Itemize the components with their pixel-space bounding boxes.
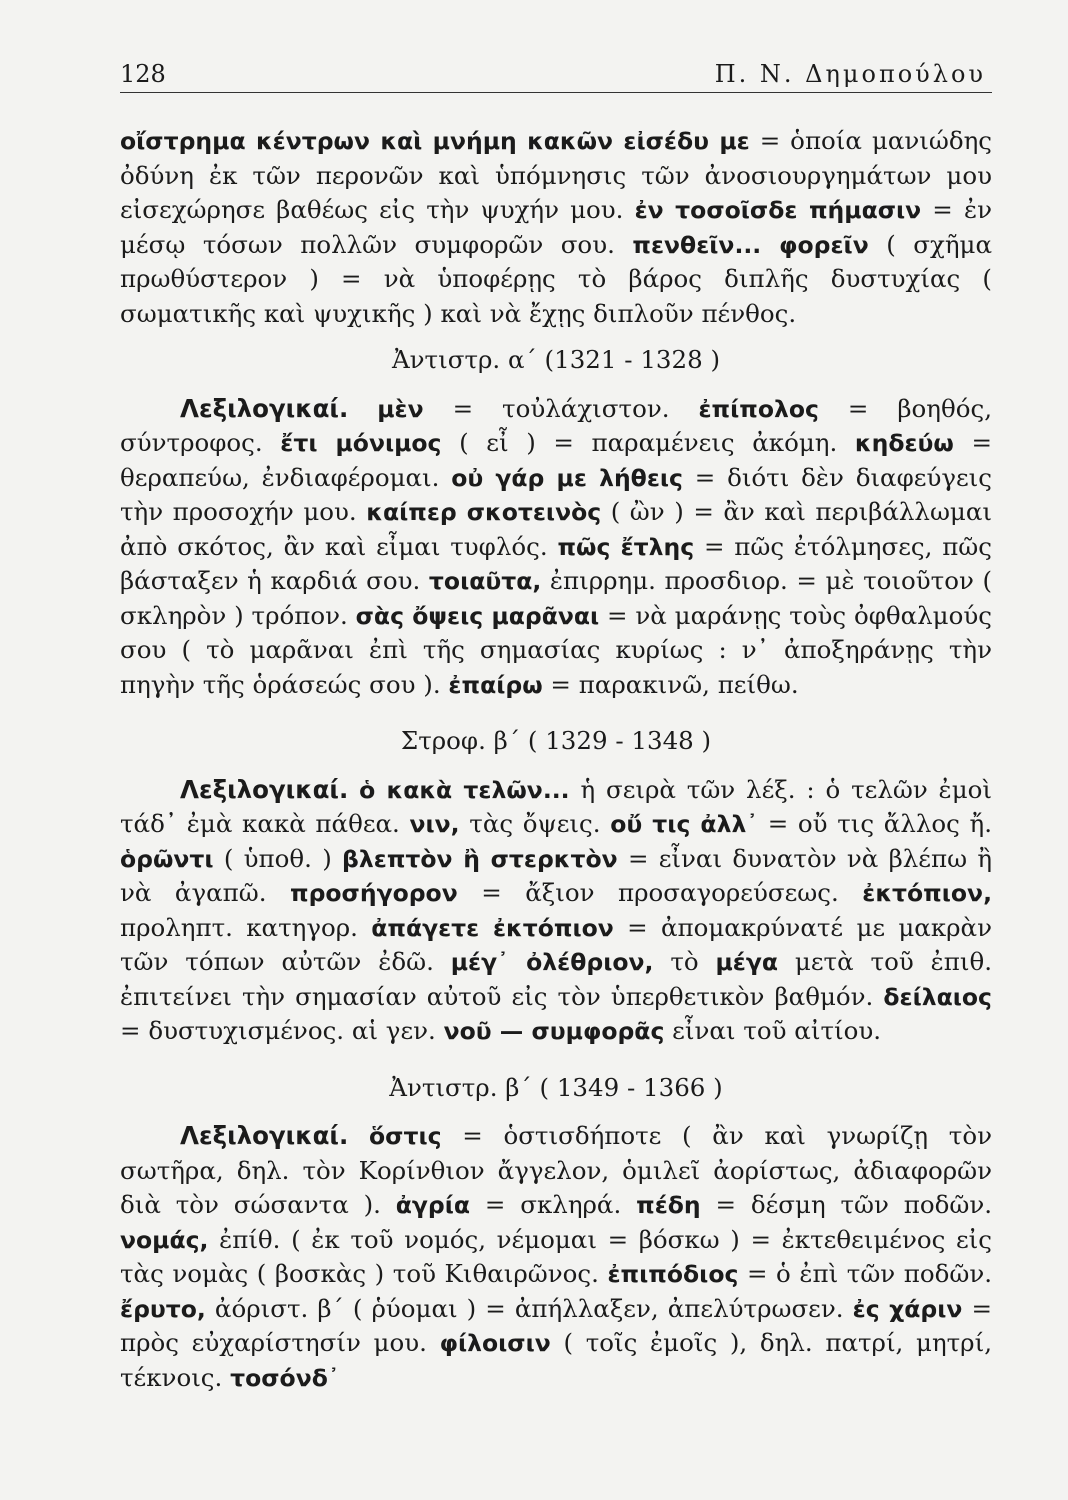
gloss-text: = δέσμη τῶν ποδῶν. [700, 1190, 993, 1219]
lemma-term: μὲν [377, 394, 424, 423]
lemma-term: ὅστις [369, 1122, 442, 1150]
lemma-term: οὐ γάρ με λήθεις [451, 463, 683, 492]
section-heading-antistr-a: Ἀντιστρ. α΄ (1321 - 1328 ) [391, 345, 721, 374]
gloss-text: ἐπιρρημ. προσδιορ. = μὲ τοιοῦτον ( σκληρὸν ) τρόπον. [120, 566, 993, 630]
paragraph-3 [120, 773, 992, 1049]
gloss-text: ( εἶ ) = παραμένεις ἀκόμη. [441, 428, 855, 457]
page-number: 128 [120, 60, 166, 88]
lemma-term: ὁ κακὰ τελῶν... [359, 775, 570, 804]
lemma-term: Λεξιλογικαί. [180, 1121, 349, 1150]
gloss-text [348, 394, 377, 423]
lemma-term: προσήγορον [290, 879, 458, 907]
gloss-text: = τοὐλάχιστον. [423, 393, 699, 423]
lemma-term: ἐκτόπιον, [862, 879, 992, 907]
paragraph-4 [120, 1119, 992, 1395]
gloss-text: = σκληρά. [470, 1190, 637, 1219]
section-heading-stroph-b: Στροφ. β΄ ( 1329 - 1348 ) [400, 726, 712, 755]
gloss-text: = ὁποία μανιώδης ὀδύνη ἐκ τῶν περονῶν καὶ ὑπόμνησις τῶν ἀνοσιουργημάτων μου εἰσεχώρησε βαθέως εἰς τὴν ψυχήν μου. [120, 126, 992, 224]
gloss-text: ( ὢν ) = ἂν καὶ περιβάλλωμαι ἀπὸ σκότος, ἂν καὶ εἶμαι τυφλός. [120, 497, 992, 561]
lemma-term: ὁρῶντι [120, 844, 214, 873]
gloss-text: = πῶς ἐτόλμησες, πῶς βάσταξεν ἡ καρδιά σου. [120, 531, 992, 595]
lemma-term: καίπερ σκοτεινὸς [366, 498, 602, 526]
lemma-term: ἔτι μόνιμος [280, 429, 442, 457]
gloss-text: προληπτ. κατηγορ. [120, 912, 372, 942]
gloss-text: ( ὑποθ. ) [213, 843, 343, 873]
lemma-term: νιν, [409, 810, 460, 838]
gloss-text: = ἀπομακρύνατέ με μακρὰν τῶν τόπων αὐτῶν ἐδῶ. [120, 912, 992, 976]
page-header [120, 58, 992, 93]
gloss-text: = θεραπεύω, ἐνδιαφέρομαι. [120, 428, 992, 492]
lemma-term: ἐν τοσοῖσδε πήμασιν [634, 196, 922, 224]
gloss-text: ( τοῖς ἐμοῖς ), δηλ. πατρί, μητρί, τέκνοις. [120, 1328, 992, 1392]
gloss-text: = παρακινῶ, πείθω. [542, 669, 799, 699]
gloss-text: = πρὸς εὐχαρίστησίν μου. [120, 1293, 992, 1357]
gloss-text: μετὰ τοῦ ἐπιθ. ἐπιτείνει τὴν σημασίαν αὐτοῦ εἰς τὸν ὑπερθετικὸν βαθμόν. [120, 947, 992, 1011]
gloss-text: τὸ [653, 947, 716, 976]
lemma-term: πέδη [636, 1191, 701, 1219]
lemma-term: ἐπιπόδιος [607, 1260, 739, 1288]
gloss-text: = διότι δὲν διαφεύγεις τὴν προσοχήν μου. [120, 462, 992, 526]
lemma-term: φίλοισιν [439, 1329, 551, 1357]
lemma-term: ἐπαίρω [448, 670, 543, 699]
lemma-term: ἀγρία [395, 1191, 471, 1219]
lemma-term: Λεξιλογικαί. [180, 393, 349, 423]
lemma-term: ἐς χάριν [852, 1294, 963, 1323]
lemma-term: δείλαιος [883, 982, 992, 1011]
lemma-term: οἴστρημα κέντρων καὶ μνήμη κακῶν εἰσέδυ με [120, 127, 750, 155]
gloss-text: = ἄξιον προσαγορεύσεως. [457, 878, 863, 907]
gloss-text [348, 1121, 369, 1150]
gloss-text: τὰς ὄψεις. [459, 809, 611, 838]
lemma-term: σὰς ὄψεις μαρᾶναι [355, 601, 600, 630]
gloss-text: = δυστυχισμένος. αἱ γεν. [120, 1016, 444, 1045]
gloss-text: ( σχῆμα πρωθύστερον ) = νὰ ὑποφέρῃς τὸ βάρος διπλῆς δυστυχίας ( σωματικῆς καὶ ψυχικῆς ) καὶ νὰ ἔχῃς διπλοῦν πένθος. [120, 229, 992, 328]
lemma-term: ἀπάγετε ἐκτόπιον [371, 913, 614, 942]
lemma-term: νοῦ — συμφορᾶς [443, 1017, 665, 1045]
lemma-term: τοιαῦτα, [428, 567, 542, 595]
lemma-term: βλεπτὸν ἢ στερκτὸν [342, 844, 618, 873]
gloss-text: = βοηθός, σύντροφος. [120, 393, 992, 457]
gloss-text: = ὁ ἐπὶ τῶν ποδῶν. [738, 1259, 993, 1288]
lemma-term: μέγα [715, 948, 779, 976]
lemma-term: ἐπίπολος [698, 394, 819, 423]
lemma-term: κηδεύω [854, 429, 954, 457]
lemma-term: νομάς, [120, 1225, 209, 1254]
gloss-text: = ὁστισδήποτε ( ἂν καὶ γνωρίζῃ τὸν σωτῆρα, δηλ. τὸν Κορίνθιον ἄγγελον, ὁμιλεῖ ἀορίστως, ἀδιαφορῶν διὰ τὸν σώσαντα ). [120, 1121, 992, 1219]
lemma-term: πενθεῖν... φορεῖν [632, 230, 869, 259]
body-text [120, 124, 992, 1395]
paragraph-2 [120, 392, 992, 703]
gloss-text: = ἐν μέσῳ τόσων πολλῶν συμφορῶν σου. [120, 195, 992, 259]
lemma-term: πῶς ἔτλης [557, 532, 695, 561]
paragraph-1 [120, 124, 992, 331]
gloss-text [348, 775, 359, 804]
gloss-text: εἶναι τοῦ αἰτίου. [664, 1016, 882, 1045]
lemma-term: μέγ᾽ ὀλέθριον, [450, 948, 654, 976]
lemma-term: τοσόνδ᾽ [230, 1363, 340, 1392]
lemma-term: ἔρυτο, [120, 1294, 206, 1323]
gloss-text: ἐπίθ. ( ἐκ τοῦ νομός, νέμομαι = βόσκω ) = ἐκτεθειμένος εἰς τὰς νομὰς ( βοσκὰς ) τοῦ Κιθαιρῶνος. [120, 1224, 992, 1288]
gloss-text: = οὔ τις ἄλλος ἤ. [758, 809, 992, 838]
lemma-term: οὔ τις ἀλλ᾽ [610, 810, 759, 838]
gloss-text: = εἶναι δυνατὸν νὰ βλέπω ἢ νὰ ἀγαπῶ. [120, 843, 993, 907]
lemma-term: Λεξιλογικαί. [180, 774, 349, 804]
gloss-text: ἡ σειρὰ τῶν λέξ. : ὁ τελῶν ἐμοὶ τάδ᾽ ἐμὰ κακὰ πάθεα. [120, 774, 992, 838]
section-heading-antistr-b: Ἀντιστρ. β΄ ( 1349 - 1366 ) [389, 1072, 723, 1102]
gloss-text: ἀόριστ. β΄ ( ῥύομαι ) = ἀπήλλαξεν, ἀπελύτρωσεν. [205, 1293, 853, 1323]
gloss-text: = νὰ μαράνῃς τοὺς ὀφθαλμούς σου ( τὸ μαρᾶναι ἐπὶ τῆς σημασίας κυρίως : ν᾽ ἀποξηράνῃς τὴν πηγὴν τῆς ὁράσεώς σου ). [120, 600, 992, 699]
running-head: Π. Ν. Δημοπούλου [714, 60, 986, 88]
